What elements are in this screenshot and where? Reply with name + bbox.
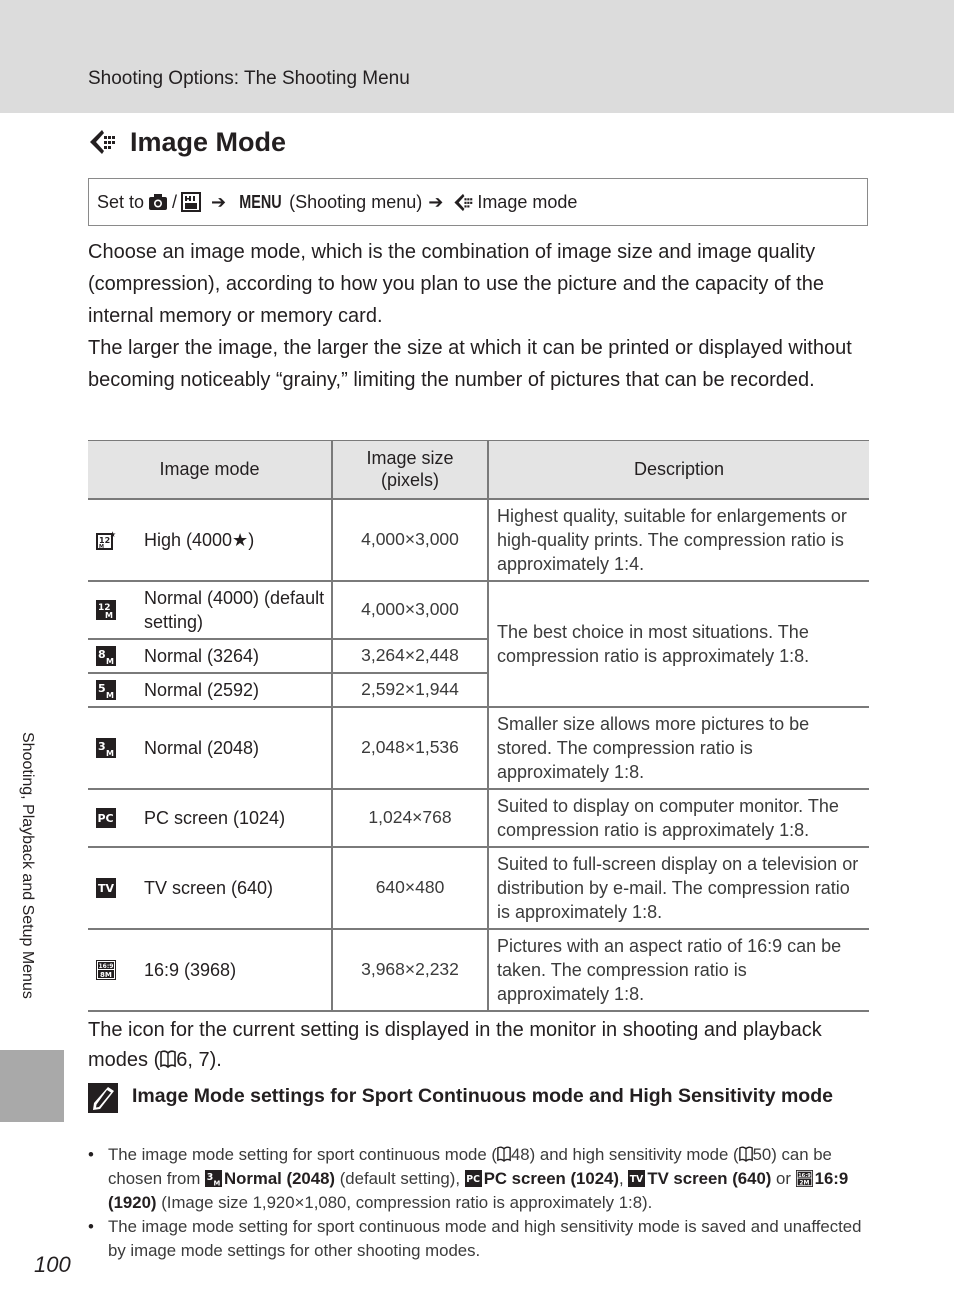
image-mode-table — [88, 440, 869, 1012]
arrow-right-icon: ➔ — [211, 191, 227, 212]
svg-text:12: 12 — [98, 602, 111, 613]
mode-cell — [88, 707, 332, 789]
size-cell: 3,968×2,232 — [332, 929, 488, 1011]
page-reference-icon — [739, 1146, 753, 1162]
table-row — [88, 499, 869, 581]
svg-text:5: 5 — [98, 681, 106, 695]
svg-text:8M: 8M — [100, 970, 112, 979]
table-header-row — [88, 441, 869, 499]
page-reference-icon — [160, 1050, 176, 1068]
svg-text:16:9: 16:9 — [797, 1172, 811, 1179]
svg-text:M: M — [213, 1179, 221, 1187]
size-cell: 2,048×1,536 — [332, 707, 488, 789]
16-9-2m-icon — [796, 1170, 813, 1187]
mode-cell — [88, 639, 332, 673]
svg-text:3: 3 — [206, 1172, 214, 1184]
svg-text:16:9: 16:9 — [98, 962, 114, 970]
menu-path-prefix: Set to — [97, 191, 145, 212]
pc-icon — [96, 808, 116, 828]
3m-icon — [205, 1170, 222, 1187]
mode-label: PC screen (1024) — [144, 807, 286, 828]
image-mode-icon — [88, 129, 116, 155]
svg-text:M: M — [106, 690, 114, 700]
header-image-mode: Image mode — [88, 441, 332, 499]
table-row — [88, 581, 869, 639]
table-row — [88, 929, 869, 1011]
header-band — [0, 0, 954, 113]
size-cell: 2,592×1,944 — [332, 673, 488, 707]
image-mode-icon — [453, 193, 473, 212]
mode-cell — [88, 673, 332, 707]
header-image-size: Image size (pixels) — [332, 441, 488, 499]
8m-icon — [96, 646, 116, 666]
page-reference-icon — [497, 1146, 511, 1162]
svg-text:TV: TV — [98, 881, 115, 895]
table-row — [88, 789, 869, 847]
svg-text:TV: TV — [630, 1173, 644, 1185]
3m-icon — [96, 738, 116, 758]
table-row — [88, 707, 869, 789]
mode-cell — [88, 499, 332, 581]
note-heading — [88, 1083, 848, 1113]
mode-label: High (4000★) — [144, 529, 255, 550]
side-section-label: Shooting, Playback and Setup Menus — [19, 732, 36, 999]
mode-label: Normal (2048) — [144, 737, 260, 758]
note-bullets — [88, 1143, 872, 1263]
menu-path-menu-label: (Shooting menu) — [289, 191, 423, 212]
svg-text:PC: PC — [97, 811, 114, 825]
table-row — [88, 847, 869, 929]
camera-icon — [148, 193, 168, 211]
description-cell: Suited to display on computer monitor. The compression ratio is approximately 1:8. — [488, 789, 869, 847]
intro-paragraph-2: The larger the image, the larger the size at which it can be printed or displayed without becoming noticeably “grainy,” limiting the number of pictures that can be recorded. — [88, 337, 852, 391]
menu-path-target: Image mode — [477, 191, 578, 212]
page-number: 100 — [34, 1252, 71, 1277]
size-cell: 4,000×3,000 — [332, 499, 488, 581]
mode-label: 16:9 (3968) — [144, 959, 237, 980]
svg-text:8: 8 — [98, 647, 106, 661]
mode-cell — [88, 789, 332, 847]
tv-icon — [96, 878, 116, 898]
svg-text:M: M — [106, 656, 114, 666]
description-cell: Smaller size allows more pictures to be stored. The compression ratio is approximately 1:8. — [488, 707, 869, 789]
mode-label: TV screen (640) — [144, 877, 274, 898]
svg-text:★: ★ — [109, 529, 116, 539]
12m-icon — [96, 600, 116, 620]
size-cell: 640×480 — [332, 847, 488, 929]
12m-star-icon — [96, 530, 116, 550]
description-cell: Pictures with an aspect ratio of 16:9 can be taken. The compression ratio is approximately 1:8. — [488, 929, 869, 1011]
section-header: Shooting Options: The Shooting Menu — [88, 68, 410, 89]
pencil-note-icon — [88, 1083, 118, 1113]
size-cell: 4,000×3,000 — [332, 581, 488, 639]
after-table-text: The icon for the current setting is displayed in the monitor in shooting and playback modes ( 6, 7). — [88, 1019, 822, 1071]
header-description: Description — [488, 441, 869, 499]
16-9-8m-icon — [96, 960, 116, 980]
svg-text:M: M — [105, 610, 113, 620]
list-item: • The image mode setting for sport continuous mode ( 48) and high sensitivity mode ( 50) can be chosen from 3 M Normal (2048) (default setting), PC PC screen (1024), TV TV screen (640) or 16:9 2M 16:9 (1920) (Image size 1,920×1,080, compression ratio is approximately 1:8). — [88, 1143, 872, 1215]
description-cell: Suited to full-screen display on a television or distribution by e-mail. The compression ratio is approximately 1:8. — [488, 847, 869, 929]
svg-text:12: 12 — [99, 535, 111, 545]
svg-text:PC: PC — [465, 1173, 480, 1185]
svg-text:2M: 2M — [799, 1179, 810, 1187]
menu-path-box — [88, 178, 868, 226]
mode-label: Normal (4000) (default setting) — [144, 587, 325, 632]
mode-cell — [88, 581, 332, 639]
mode-cell — [88, 847, 332, 929]
description-cell: The best choice in most situations. The compression ratio is approximately 1:8. — [488, 581, 869, 707]
title-text: Image Mode — [130, 126, 287, 157]
mode-label: Normal (2592) — [144, 679, 260, 700]
5m-icon — [96, 680, 116, 700]
svg-text:M: M — [106, 748, 114, 758]
size-cell: 1,024×768 — [332, 789, 488, 847]
note-title: Image Mode settings for Sport Continuous mode and High Sensitivity mode — [132, 1085, 833, 1107]
tv-icon — [628, 1170, 645, 1187]
pc-icon — [465, 1170, 482, 1187]
list-item: • The image mode setting for sport continuous mode and high sensitivity mode is saved and unaffected by image mode settings for other shooting modes. — [88, 1215, 872, 1263]
hi-iso-icon — [181, 192, 201, 212]
svg-text:3: 3 — [98, 739, 106, 753]
side-tab — [0, 1050, 64, 1122]
svg-text:M: M — [99, 543, 104, 550]
menu-path-slash: / — [172, 191, 178, 212]
intro-text — [88, 236, 870, 396]
description-cell: Highest quality, suitable for enlargements or high-quality prints. The compression ratio is approximately 1:4. — [488, 499, 869, 581]
mode-cell — [88, 929, 332, 1011]
menu-button-word: MENU — [239, 191, 282, 212]
arrow-right-icon: ➔ — [428, 191, 444, 212]
intro-paragraph-1: Choose an image mode, which is the combination of image size and image quality (compression), according to how you plan to use the picture and the capacity of the internal memory or memory card. — [88, 241, 824, 327]
size-cell: 3,264×2,448 — [332, 639, 488, 673]
page-title — [88, 124, 286, 160]
mode-label: Normal (3264) — [144, 645, 260, 666]
